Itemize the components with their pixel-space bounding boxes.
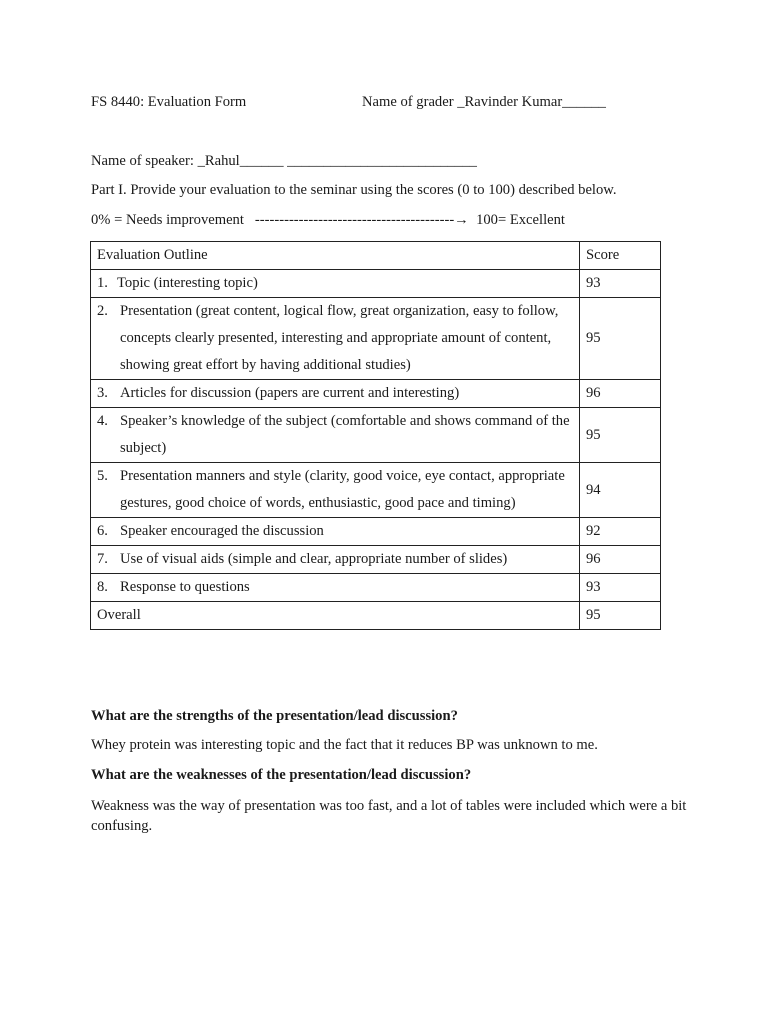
score-scale bbox=[91, 212, 565, 229]
item-score: 93 bbox=[580, 574, 661, 602]
item-text: Response to questions bbox=[120, 579, 250, 595]
header-score: Score bbox=[580, 242, 661, 270]
item-number: 5. bbox=[97, 468, 108, 484]
item-number: 1. bbox=[97, 275, 108, 291]
weaknesses-answer: Weakness was the way of presentation was too fast, and a lot of tables were included which were a bit confusing. bbox=[91, 798, 687, 834]
item-number: 8. bbox=[97, 579, 108, 595]
overall-label: Overall bbox=[91, 602, 580, 630]
table-row bbox=[91, 574, 661, 602]
item-text: Articles for discussion (papers are current and interesting) bbox=[120, 385, 460, 401]
table-row bbox=[91, 463, 661, 518]
item-score: 92 bbox=[580, 518, 661, 546]
overall-score: 95 bbox=[580, 602, 661, 630]
item-text: Topic (interesting topic) bbox=[117, 275, 258, 291]
speaker-name: Name of speaker: _Rahul______ __________________________ bbox=[91, 153, 477, 169]
table-row bbox=[91, 408, 661, 463]
part-instruction: Part I. Provide your evaluation to the seminar using the scores (0 to 100) described below. bbox=[91, 182, 617, 198]
item-score: 93 bbox=[580, 270, 661, 298]
item-score: 96 bbox=[580, 380, 661, 408]
item-number: 6. bbox=[97, 523, 108, 539]
scale-arrow: -----------------------------------------→ bbox=[254, 212, 469, 228]
item-score: 96 bbox=[580, 546, 661, 574]
table-row bbox=[91, 546, 661, 574]
item-text: Use of visual aids (simple and clear, appropriate number of slides) bbox=[120, 551, 508, 567]
item-text: Speaker’s knowledge of the subject (comfortable and shows command of the subject) bbox=[120, 413, 570, 456]
form-title: FS 8440: Evaluation Form bbox=[91, 94, 247, 110]
header-outline: Evaluation Outline bbox=[91, 242, 580, 270]
item-number: 3. bbox=[97, 385, 108, 401]
item-number: 4. bbox=[97, 413, 108, 429]
scale-low-label: 0% = Needs improvement bbox=[91, 212, 244, 228]
item-score: 95 bbox=[580, 408, 661, 463]
grader-name: Name of grader _Ravinder Kumar______ bbox=[362, 94, 606, 110]
evaluation-table bbox=[90, 241, 661, 630]
item-number: 2. bbox=[97, 303, 108, 319]
strengths-question: What are the strengths of the presentation/lead discussion? bbox=[91, 708, 458, 724]
strengths-answer: Whey protein was interesting topic and the fact that it reduces BP was unknown to me. bbox=[91, 737, 598, 753]
item-text: Presentation (great content, logical flow, great organization, easy to follow, concepts clearly presented, interesting and appropriate amount of content, showing great effort by having additional studies) bbox=[120, 303, 559, 373]
table-row bbox=[91, 270, 661, 298]
scale-high-label: 100= Excellent bbox=[476, 212, 565, 228]
table-row-overall bbox=[91, 602, 661, 630]
item-text: Speaker encouraged the discussion bbox=[120, 523, 324, 539]
item-score: 94 bbox=[580, 463, 661, 518]
table-header-row bbox=[91, 242, 661, 270]
table-row bbox=[91, 298, 661, 380]
table-row bbox=[91, 380, 661, 408]
item-text: Presentation manners and style (clarity, good voice, eye contact, appropriate gestures, good choice of words, enthusiastic, good pace and timing) bbox=[120, 468, 565, 511]
weaknesses-question: What are the weaknesses of the presentation/lead discussion? bbox=[91, 767, 472, 783]
table-row bbox=[91, 518, 661, 546]
item-number: 7. bbox=[97, 551, 108, 567]
item-score: 95 bbox=[580, 298, 661, 380]
